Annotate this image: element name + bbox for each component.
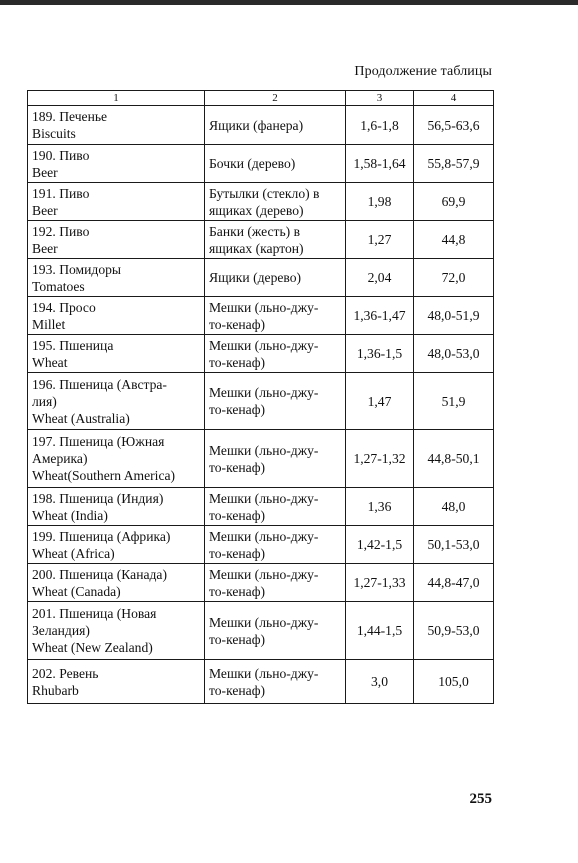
product-name-line: Biscuits (32, 126, 76, 141)
packaging-line: Мешки (льно-джу- (209, 528, 319, 544)
table-row (28, 297, 494, 335)
column-4-value: 56,5-63,6 (414, 106, 494, 145)
column-4-value: 72,0 (414, 259, 494, 297)
product-name-line: 195. Пшеница (32, 337, 114, 353)
product-name-cell (28, 183, 205, 221)
column-4-value: 48,0-51,9 (414, 297, 494, 335)
column-4-value: 48,0 (414, 488, 494, 526)
packaging-line: то-кенаф) (209, 459, 266, 475)
column-3-value: 1,58-1,64 (346, 145, 414, 183)
table-row (28, 259, 494, 297)
column-4-value: 44,8 (414, 221, 494, 259)
table-row (28, 660, 494, 704)
product-name-cell (28, 564, 205, 602)
packaging-line: Мешки (льно-джу- (209, 490, 319, 506)
packaging-cell (205, 373, 346, 430)
packaging-line: Банки (жесть) в (209, 223, 301, 239)
product-name-line: Beer (32, 202, 58, 218)
packaging-cell (205, 335, 346, 373)
column-header-3: 3 (346, 91, 414, 106)
product-name-cell (28, 430, 205, 488)
column-4-value: 55,8-57,9 (414, 145, 494, 183)
product-name-line: Wheat (32, 354, 68, 370)
packaging-line: Мешки (льно-джу- (209, 385, 319, 400)
column-3-value: 1,36 (346, 488, 414, 526)
table-row (28, 488, 494, 526)
packaging-line: то-кенаф) (209, 316, 266, 332)
top-rule (0, 0, 578, 5)
product-name-cell (28, 488, 205, 526)
column-4-value: 44,8-47,0 (414, 564, 494, 602)
packaging-line: Бочки (дерево) (209, 156, 296, 171)
table-row (28, 430, 494, 488)
product-name-line: 199. Пшеница (Африка) (32, 528, 171, 544)
product-name-line: Wheat (New Zealand) (32, 640, 153, 655)
column-header-4: 4 (414, 91, 494, 106)
packaging-line: то-кенаф) (209, 682, 266, 698)
column-3-value: 1,36-1,47 (346, 297, 414, 335)
column-3-value: 1,6-1,8 (346, 106, 414, 145)
product-name-cell (28, 373, 205, 430)
column-3-value: 1,42-1,5 (346, 526, 414, 564)
product-name-cell (28, 145, 205, 183)
product-name-line: Beer (32, 240, 58, 256)
table-row (28, 106, 494, 145)
packaging-line: Мешки (льно-джу- (209, 614, 319, 630)
product-name-line: Wheat (India) (32, 507, 108, 523)
packaging-cell (205, 297, 346, 335)
packaging-line: Мешки (льно-джу- (209, 337, 319, 353)
product-name-cell (28, 297, 205, 335)
packaging-line: Мешки (льно-джу- (209, 665, 319, 681)
product-name-cell (28, 106, 205, 145)
product-name-line: Америка) (32, 451, 88, 466)
packaging-cell (205, 106, 346, 145)
packaging-cell (205, 183, 346, 221)
table-body (28, 106, 494, 704)
packaging-cell (205, 221, 346, 259)
product-name-line: 202. Ревень (32, 665, 99, 681)
product-name-line: 194. Просо (32, 299, 96, 315)
table-row (28, 335, 494, 373)
column-4-value: 50,9-53,0 (414, 602, 494, 660)
table-row (28, 183, 494, 221)
packaging-line: то-кенаф) (209, 354, 266, 370)
packaging-line: Мешки (льно-джу- (209, 299, 319, 315)
column-3-value: 3,0 (346, 660, 414, 704)
product-name-line: Wheat(Southern America) (32, 468, 176, 483)
product-name-line: 192. Пиво (32, 223, 90, 239)
packaging-line: ящиках (дерево) (209, 202, 304, 218)
packaging-line: Бутылки (стекло) в (209, 185, 320, 201)
product-name-line: 190. Пиво (32, 147, 90, 163)
packaging-line: ящиках (картон) (209, 240, 304, 256)
packaging-cell (205, 564, 346, 602)
column-4-value: 48,0-53,0 (414, 335, 494, 373)
column-3-value: 2,04 (346, 259, 414, 297)
data-table (27, 90, 494, 704)
table-row (28, 526, 494, 564)
packaging-line: то-кенаф) (209, 631, 266, 647)
packaging-cell (205, 430, 346, 488)
product-name-cell (28, 660, 205, 704)
product-name-cell (28, 602, 205, 660)
product-name-line: 189. Печенье (32, 109, 108, 124)
product-name-line: Wheat (Africa) (32, 545, 115, 561)
product-name-line: Millet (32, 316, 66, 332)
packaging-cell (205, 145, 346, 183)
packaging-line: Мешки (льно-джу- (209, 566, 319, 582)
product-name-line: Зеландия) (32, 623, 90, 638)
column-3-value: 1,27 (346, 221, 414, 259)
continuation-label: Продолжение таблицы (354, 64, 492, 79)
column-3-value: 1,27-1,33 (346, 564, 414, 602)
table-row (28, 145, 494, 183)
product-name-line: Rhubarb (32, 682, 79, 698)
column-4-value: 51,9 (414, 373, 494, 430)
packaging-line: то-кенаф) (209, 583, 266, 599)
header-row (28, 91, 494, 106)
packaging-line: то-кенаф) (209, 402, 266, 417)
column-header-2: 2 (205, 91, 346, 106)
packaging-cell (205, 602, 346, 660)
column-4-value: 44,8-50,1 (414, 430, 494, 488)
column-3-value: 1,36-1,5 (346, 335, 414, 373)
table-row (28, 602, 494, 660)
packaging-line: то-кенаф) (209, 545, 266, 561)
column-4-value: 105,0 (414, 660, 494, 704)
table-row (28, 221, 494, 259)
product-name-line: 200. Пшеница (Канада) (32, 566, 167, 582)
product-name-line: 191. Пиво (32, 185, 90, 201)
product-name-line: Beer (32, 164, 58, 180)
column-3-value: 1,98 (346, 183, 414, 221)
column-3-value: 1,27-1,32 (346, 430, 414, 488)
packaging-line: то-кенаф) (209, 507, 266, 523)
product-name-line: Wheat (Canada) (32, 583, 121, 599)
table-row (28, 564, 494, 602)
column-3-value: 1,47 (346, 373, 414, 430)
product-name-line: 198. Пшеница (Индия) (32, 490, 164, 506)
product-name-line: Tomatoes (32, 278, 85, 294)
product-name-cell (28, 221, 205, 259)
packaging-cell (205, 488, 346, 526)
product-name-cell (28, 526, 205, 564)
packaging-cell (205, 259, 346, 297)
product-name-line: 197. Пшеница (Южная (32, 434, 165, 449)
packaging-cell (205, 660, 346, 704)
packaging-line: Мешки (льно-джу- (209, 442, 319, 458)
packaging-cell (205, 526, 346, 564)
page-number: 255 (469, 791, 492, 807)
product-name-cell (28, 259, 205, 297)
column-3-value: 1,44-1,5 (346, 602, 414, 660)
column-4-value: 50,1-53,0 (414, 526, 494, 564)
table-row (28, 373, 494, 430)
product-name-line: 196. Пшеница (Австра- (32, 376, 167, 392)
product-name-line: 193. Помидоры (32, 261, 122, 277)
column-4-value: 69,9 (414, 183, 494, 221)
product-name-line: Wheat (Australia) (32, 410, 130, 426)
product-name-cell (28, 335, 205, 373)
packaging-line: Ящики (дерево) (209, 270, 302, 285)
product-name-line: 201. Пшеница (Новая (32, 606, 157, 621)
packaging-line: Ящики (фанера) (209, 117, 304, 133)
product-name-line: лия) (32, 393, 57, 409)
column-header-1: 1 (28, 91, 205, 106)
